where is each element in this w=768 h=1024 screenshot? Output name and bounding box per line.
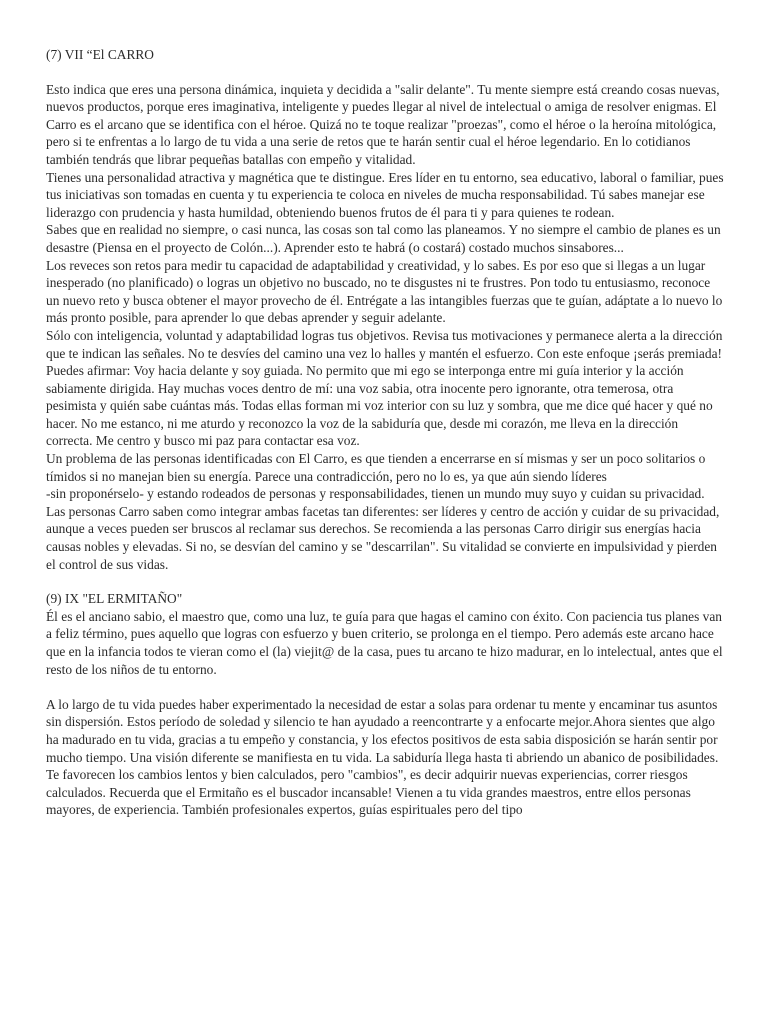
paragraph: Él es el anciano sabio, el maestro que, como una luz, te guía para que hagas el camino con éxito. Con paciencia tus planes van a feliz término, pues aquello que logras con esfuerzo y buen criterio, se prolonga en el tiempo. Pero además este arcano hace que en la infancia todos te vieran como el (la) viejit@ de la casa, pues tu arcano te hizo madurar, en lo intelectual, antes que el resto de los niños de tu entorno.	[46, 608, 723, 677]
paragraph: Un problema de las personas identificadas con El Carro, es que tienden a encerrarse en sí mismas y ser un poco solitarios o tímidos si no manejan bien su energía. Parece una contradicción, pero no lo es, ya que aún siendo líderes	[46, 451, 706, 484]
paragraph: A lo largo de tu vida puedes haber experimentado la necesidad de estar a solas para ordenar tu mente y encaminar tus asuntos sin dispersión. Estos período de soledad y silencio te han ayudado a reencontrarte y a enfocarte mejor.Ahora sientes que algo ha madurado en tu vida, gracias a tu empeño y constancia, y los efectos positivos de esta sabia disposición se harán sentir por mucho tiempo. Una visión diferente se manifiesta en tu vida. La sabiduría llega hasta ti abriendo un abanico de posibilidades.	[46, 696, 719, 765]
section-title-el-carro: (7) VII “El CARRO	[46, 47, 154, 62]
section-title-el-ermitano: (9) IX "EL ERMITAÑO"	[46, 591, 183, 607]
paragraph: Tienes una personalidad atractiva y magnética que te distingue. Eres líder en tu entorno, sea educativo, laboral o familiar, pues tus iniciativas son tomadas en cuenta y tu experiencia te coloca en niveles de mucha responsabilidad. Tú sabes manejar ese liderazgo con prudencia y hasta humildad, obteniendo buenos frutos de él para ti y para quienes te rodean.	[46, 169, 724, 220]
paragraph: Puedes afirmar: Voy hacia delante y soy guiada. No permito que mi ego se interponga entre mi guía interior y la acción sabiamente dirigida. Hay muchas voces dentro de mí: una voz sabia, otra inocente pero ignorante, otra temerosa, otra pesimista y quién sabe cuántas más. Todas ellas forman mi voz interior con su luz y sombra, que me dice qué hacer y qué no hacer. No me estanco, ni me aturdo y reconozco la voz de la sabiduría que, desde mi corazón, me lleva en la dirección correcta. Me centro y busco mi paz para contactar esa voz.	[46, 363, 713, 449]
paragraph: Te favorecen los cambios lentos y bien calculados, pero "cambios", es decir adquirir nuevas experiencias, correr riesgos calculados. Recuerda que el Ermitaño es el buscador incansable! Vienen a tu vida grandes maestros, entre ellos personas mayores, de experiencia. También profesionales expertos, guías espirituales pero del tipo	[46, 767, 691, 818]
paragraph: Esto indica que eres una persona dinámica, inquieta y decidida a "salir delante". Tu mente siempre está creando cosas nuevas, nuevos productos, porque eres imaginativa, inteligente y puedes llegar al nivel de intelectual o amiga de resolver enigmas. El Carro es el arcano que se identifica con el héroe. Quizá no te toque realizar "proezas", como el héroe o la heroína mitológica, pero si te enfrentas a lo largo de tu vida a una serie de retos que te harán sentir cual el héroe legendario. En lo cotidianos también tendrás que librar pequeñas batallas con empeño y vitalidad.	[46, 81, 720, 167]
document-page	[46, 46, 726, 819]
paragraph: Sabes que en realidad no siempre, o casi nunca, las cosas son tal como las planeamos. Y no siempre el cambio de planes es un desastre (Piensa en el proyecto de Colón...). Aprender esto te habrá (o costará) costado muchos sinsabores...	[46, 222, 721, 255]
paragraph: Sólo con inteligencia, voluntad y adaptabilidad logras tus objetivos. Revisa tus motivaciones y permanece alerta a la dirección que te indican las señales. No te desvíes del camino una vez lo halles y mantén el esfuerzo. Con este enfoque ¡serás premiada!	[46, 327, 723, 361]
paragraph: -sin proponérselo- y estando rodeados de personas y responsabilidades, tienen un mundo muy suyo y cuidan su privacidad.	[46, 486, 705, 502]
paragraph: Las personas Carro saben como integrar ambas facetas tan diferentes: ser líderes y centro de acción y cuidar de su privacidad, aunque a veces pueden ser bruscos al reclamar sus derechos. Se recomienda a las personas Carro dirigir sus energías hacia causas nobles y elevadas. Si no, se desvían del camino y se "descarrilan". Su vitalidad se convierte en impulsividad y pierden el control de sus vidas.	[46, 503, 720, 572]
paragraph-spacer	[46, 678, 726, 696]
paragraph: Los reveces son retos para medir tu capacidad de adaptabilidad y creatividad, y lo sabes. Es por eso que si llegas a un lugar inesperado (no planificado) o logras un objetivo no buscado, no te disgustes ni te frustres. Pon todo tu entusiasmo, reconoce un nuevo reto y busca obtener el mayor provecho de él. Entrégate a las intangibles fuerzas que te guían, adáptate a lo nuevo lo más pronto posible, para aprender lo que debas aprender y seguir adelante.	[46, 257, 723, 326]
